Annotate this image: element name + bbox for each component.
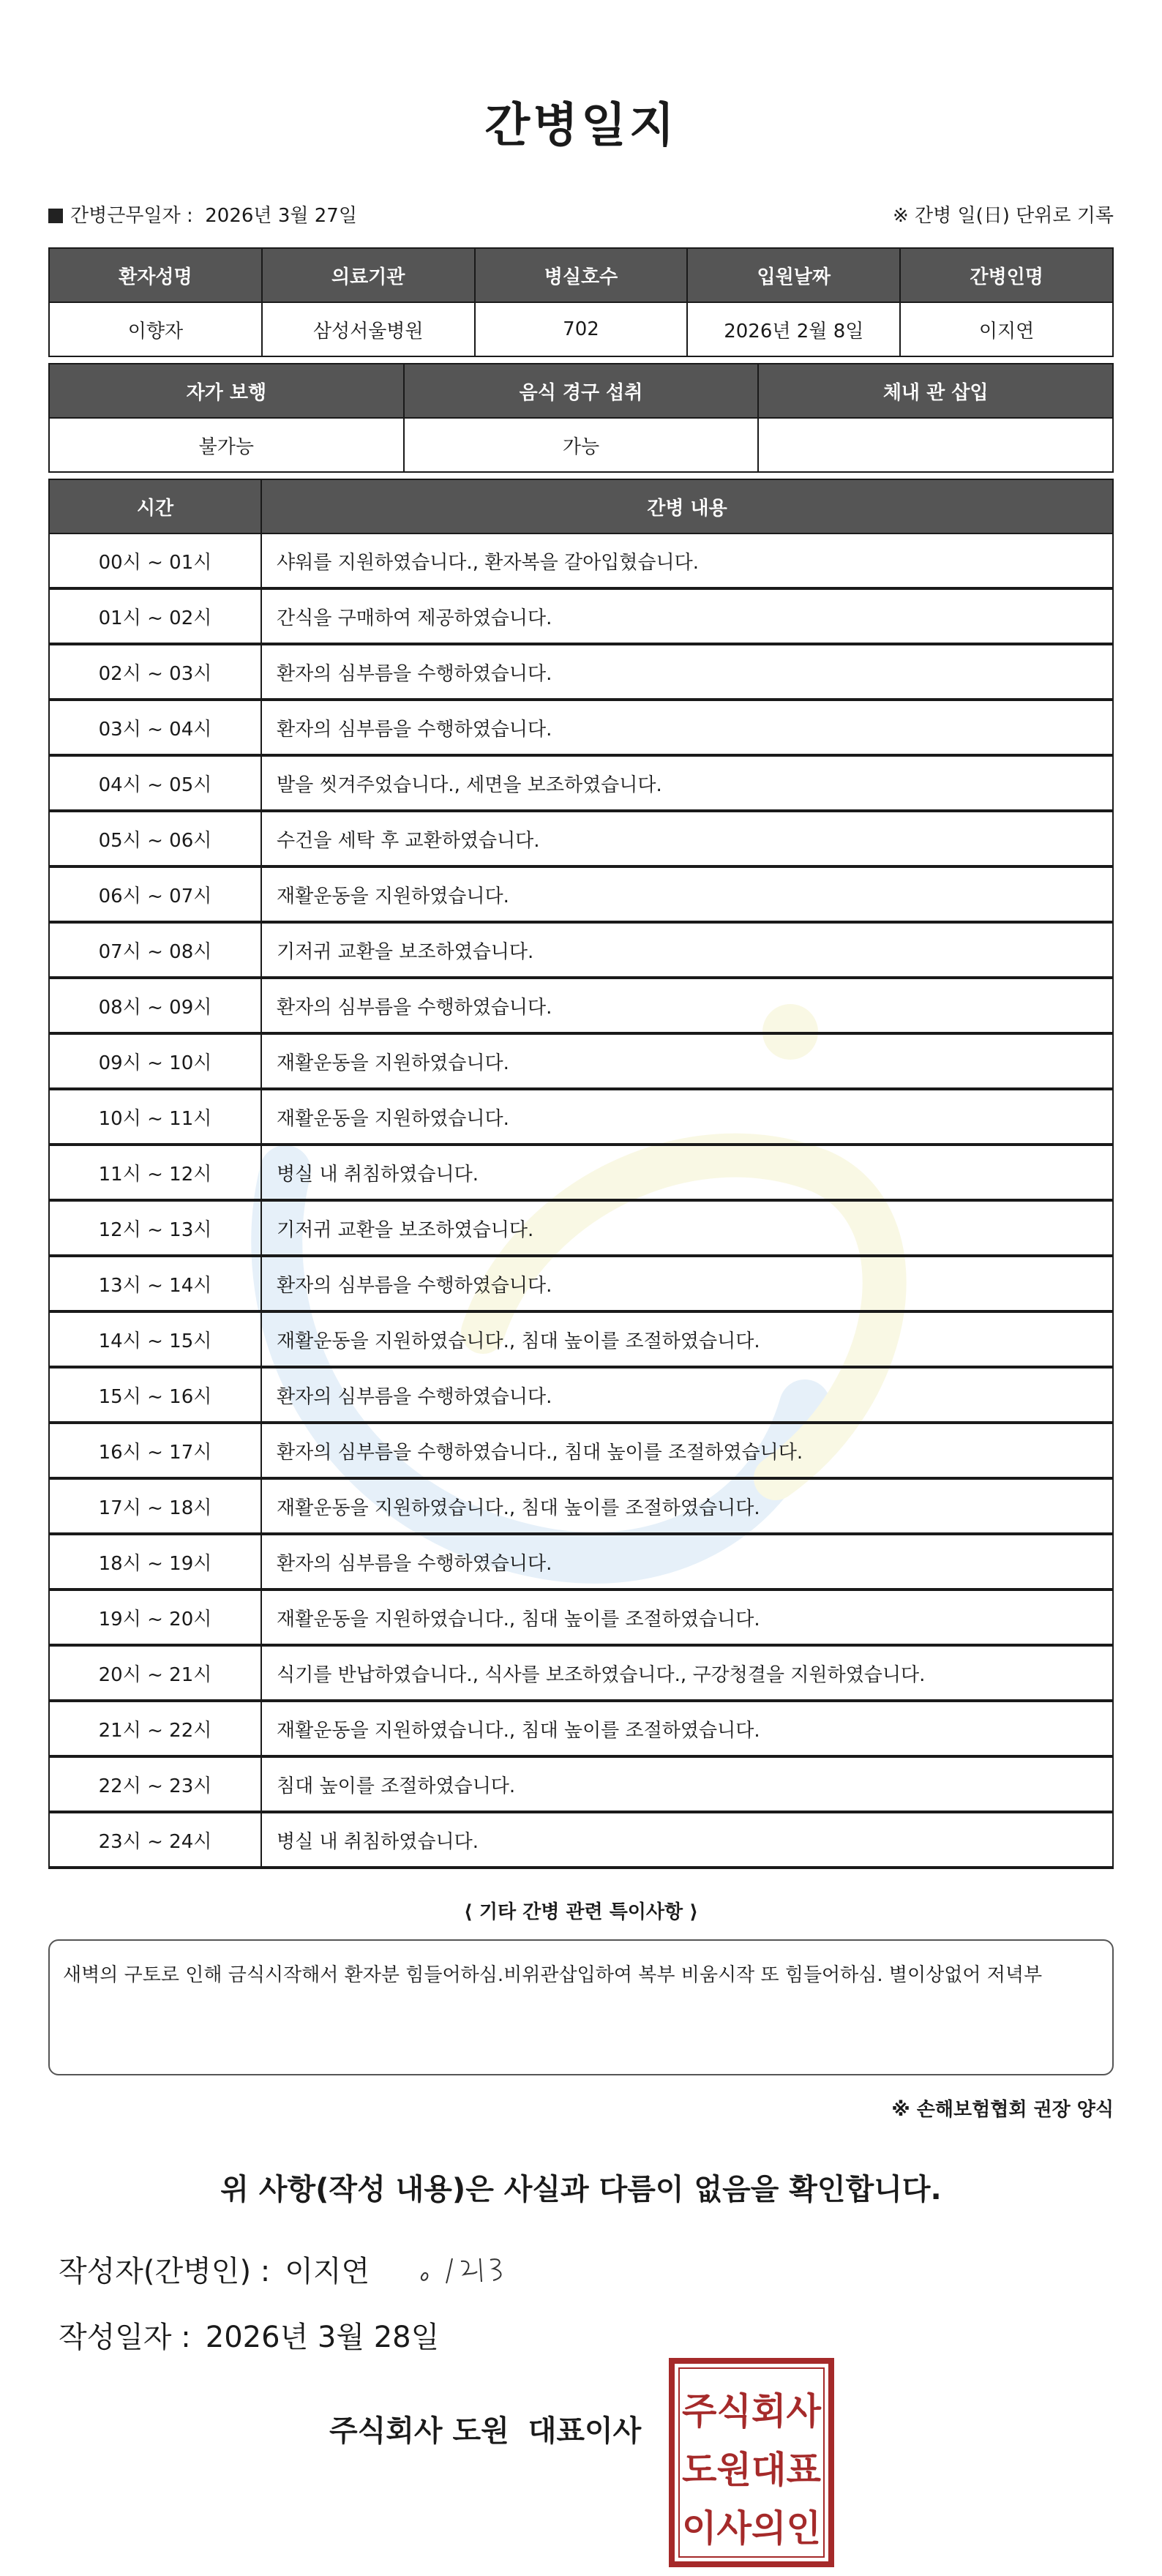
form-note: ※ 손해보험협회 권장 양식 xyxy=(891,2099,1114,2121)
time-cell: 19시 ~ 20시 xyxy=(49,1590,261,1645)
header-walking: 자가 보행 xyxy=(49,364,404,418)
table-row xyxy=(49,1534,1113,1590)
table-row xyxy=(49,1812,1113,1868)
room-number: 702 xyxy=(475,302,688,356)
care-content-cell: 재활운동을 지원하였습니다., 침대 높이를 조절하였습니다. xyxy=(261,1701,1113,1756)
care-content-cell: 병실 내 취침하였습니다. xyxy=(261,1145,1113,1200)
time-cell: 12시 ~ 13시 xyxy=(49,1200,261,1256)
header-caregiver: 간병인명 xyxy=(900,248,1113,302)
table-row xyxy=(49,1367,1113,1423)
remarks-title: ⟨ 기타 간병 관련 특이사항 ⟩ xyxy=(463,1901,699,1923)
care-content-cell: 환자의 심부름을 수행하였습니다. xyxy=(261,1256,1113,1311)
walking-value: 불가능 xyxy=(49,418,404,472)
care-content-cell: 재활운동을 지원하였습니다. xyxy=(261,866,1113,922)
time-cell: 00시 ~ 01시 xyxy=(49,533,261,588)
table-row xyxy=(49,1033,1113,1089)
time-cell: 10시 ~ 11시 xyxy=(49,1089,261,1145)
care-content-cell: 침대 높이를 조절하였습니다. xyxy=(261,1756,1113,1812)
time-cell: 03시 ~ 04시 xyxy=(49,700,261,755)
time-cell: 21시 ~ 22시 xyxy=(49,1701,261,1756)
writer-line xyxy=(59,2248,370,2290)
care-content-cell: 재활운동을 지원하였습니다., 침대 높이를 조절하였습니다. xyxy=(261,1311,1113,1367)
time-cell: 05시 ~ 06시 xyxy=(49,811,261,866)
patient-status-table xyxy=(48,363,1114,473)
written-date-label: 작성일자 : xyxy=(59,2321,191,2354)
time-cell: 14시 ~ 15시 xyxy=(49,1311,261,1367)
table-row xyxy=(49,922,1113,978)
time-cell: 22시 ~ 23시 xyxy=(49,1756,261,1812)
company-seal-stamp xyxy=(667,2356,836,2569)
time-cell: 15시 ~ 16시 xyxy=(49,1367,261,1423)
square-bullet-icon xyxy=(48,209,63,223)
care-content-cell: 재활운동을 지원하였습니다., 침대 높이를 조절하였습니다. xyxy=(261,1590,1113,1645)
table-row xyxy=(49,1145,1113,1200)
admission-date: 2026년 2월 8일 xyxy=(687,302,900,356)
care-log-table xyxy=(48,479,1114,1869)
patient-name: 이향자 xyxy=(49,302,262,356)
remarks-box: 새벽의 구토로 인해 금식시작해서 환자분 힘들어하심.비위관삽입하여 복부 비움시작 또 힘들어하심. 별이상없어 저녁부 xyxy=(48,1939,1114,2075)
header-room: 병실호수 xyxy=(475,248,688,302)
care-content-cell: 환자의 심부름을 수행하였습니다. xyxy=(261,644,1113,700)
care-content-cell: 병실 내 취침하였습니다. xyxy=(261,1812,1113,1868)
tube-value xyxy=(758,418,1113,472)
time-cell: 08시 ~ 09시 xyxy=(49,978,261,1033)
care-content-cell: 간식을 구매하여 제공하였습니다. xyxy=(261,588,1113,644)
time-cell: 01시 ~ 02시 xyxy=(49,588,261,644)
writer-label: 작성자(간병인) : xyxy=(59,2255,271,2288)
time-cell: 16시 ~ 17시 xyxy=(49,1423,261,1478)
header-oral-intake: 음식 경구 섭취 xyxy=(404,364,759,418)
table-row xyxy=(49,978,1113,1033)
care-log-body xyxy=(49,533,1113,1868)
time-cell: 11시 ~ 12시 xyxy=(49,1145,261,1200)
care-content-cell: 식기를 반납하였습니다., 식사를 보조하였습니다., 구강청결을 지원하였습니다. xyxy=(261,1645,1113,1701)
time-cell: 06시 ~ 07시 xyxy=(49,866,261,922)
care-content-cell: 기저귀 교환을 보조하였습니다. xyxy=(261,922,1113,978)
header-care-content: 간병 내용 xyxy=(261,479,1113,533)
table-row xyxy=(49,755,1113,811)
care-content-cell: 재활운동을 지원하였습니다. xyxy=(261,1089,1113,1145)
oral-intake-value: 가능 xyxy=(404,418,759,472)
time-cell: 23시 ~ 24시 xyxy=(49,1812,261,1868)
company-role: 대표이사 xyxy=(528,2414,642,2448)
svg-text:도원대표: 도원대표 xyxy=(682,2449,822,2491)
time-cell: 17시 ~ 18시 xyxy=(49,1478,261,1534)
work-date-label: 간병근무일자 : xyxy=(70,204,193,227)
confirmation-statement: 위 사항(작성 내용)은 사실과 다름이 없음을 확인합니다. xyxy=(220,2173,942,2206)
table-row xyxy=(49,1256,1113,1311)
header-patient-name: 환자성명 xyxy=(49,248,262,302)
writer-name: 이지연 xyxy=(285,2255,370,2288)
care-content-cell: 재활운동을 지원하였습니다. xyxy=(261,1033,1113,1089)
company-name: 주식회사 도원 xyxy=(329,2414,509,2448)
care-content-cell: 환자의 심부름을 수행하였습니다. xyxy=(261,1534,1113,1590)
care-content-cell: 수건을 세탁 후 교환하였습니다. xyxy=(261,811,1113,866)
table-row xyxy=(49,700,1113,755)
time-cell: 02시 ~ 03시 xyxy=(49,644,261,700)
table-row xyxy=(49,1089,1113,1145)
table-row xyxy=(49,866,1113,922)
time-cell: 04시 ~ 05시 xyxy=(49,755,261,811)
header-hospital: 의료기관 xyxy=(262,248,475,302)
record-note: ※ 간병 일(日) 단위로 기록 xyxy=(892,204,1114,227)
care-content-cell: 환자의 심부름을 수행하였습니다. xyxy=(261,978,1113,1033)
care-content-cell: 환자의 심부름을 수행하였습니다., 침대 높이를 조절하였습니다. xyxy=(261,1423,1113,1478)
table-row xyxy=(49,1756,1113,1812)
table-row xyxy=(49,1311,1113,1367)
patient-info-table xyxy=(48,247,1114,357)
written-date-value: 2026년 3월 28일 xyxy=(205,2321,440,2354)
table-row xyxy=(49,588,1113,644)
header-admission-date: 입원날짜 xyxy=(687,248,900,302)
care-content-cell: 샤워를 지원하였습니다., 환자복을 갈아입혔습니다. xyxy=(261,533,1113,588)
hospital: 삼성서울병원 xyxy=(262,302,475,356)
table-row xyxy=(49,1701,1113,1756)
table-row xyxy=(49,1423,1113,1478)
svg-text:이사의인: 이사의인 xyxy=(682,2507,821,2550)
header-tube: 체내 관 삽입 xyxy=(758,364,1113,418)
care-content-cell: 재활운동을 지원하였습니다., 침대 높이를 조절하였습니다. xyxy=(261,1478,1113,1534)
header-time: 시간 xyxy=(49,479,261,533)
table-row xyxy=(49,644,1113,700)
time-cell: 13시 ~ 14시 xyxy=(49,1256,261,1311)
caregiver-name: 이지연 xyxy=(900,302,1113,356)
table-row xyxy=(49,533,1113,588)
table-row xyxy=(49,1478,1113,1534)
document-title: 간병일지 xyxy=(484,99,678,153)
table-row xyxy=(49,1200,1113,1256)
care-content-cell: 발을 씻겨주었습니다., 세면을 보조하였습니다. xyxy=(261,755,1113,811)
svg-text:주식회사: 주식회사 xyxy=(682,2390,822,2433)
table-row xyxy=(49,1590,1113,1645)
table-row xyxy=(49,1645,1113,1701)
handwritten-signature xyxy=(417,2245,534,2296)
company-line xyxy=(329,2408,641,2449)
care-content-cell: 환자의 심부름을 수행하였습니다. xyxy=(261,700,1113,755)
time-cell: 20시 ~ 21시 xyxy=(49,1645,261,1701)
time-cell: 07시 ~ 08시 xyxy=(49,922,261,978)
written-date-line xyxy=(59,2314,439,2356)
work-date xyxy=(48,201,357,228)
table-row xyxy=(49,811,1113,866)
care-content-cell: 환자의 심부름을 수행하였습니다. xyxy=(261,1367,1113,1423)
care-content-cell: 기저귀 교환을 보조하였습니다. xyxy=(261,1200,1113,1256)
meta-row xyxy=(48,199,1114,228)
time-cell: 18시 ~ 19시 xyxy=(49,1534,261,1590)
work-date-value: 2026년 3월 27일 xyxy=(205,204,357,227)
time-cell: 09시 ~ 10시 xyxy=(49,1033,261,1089)
